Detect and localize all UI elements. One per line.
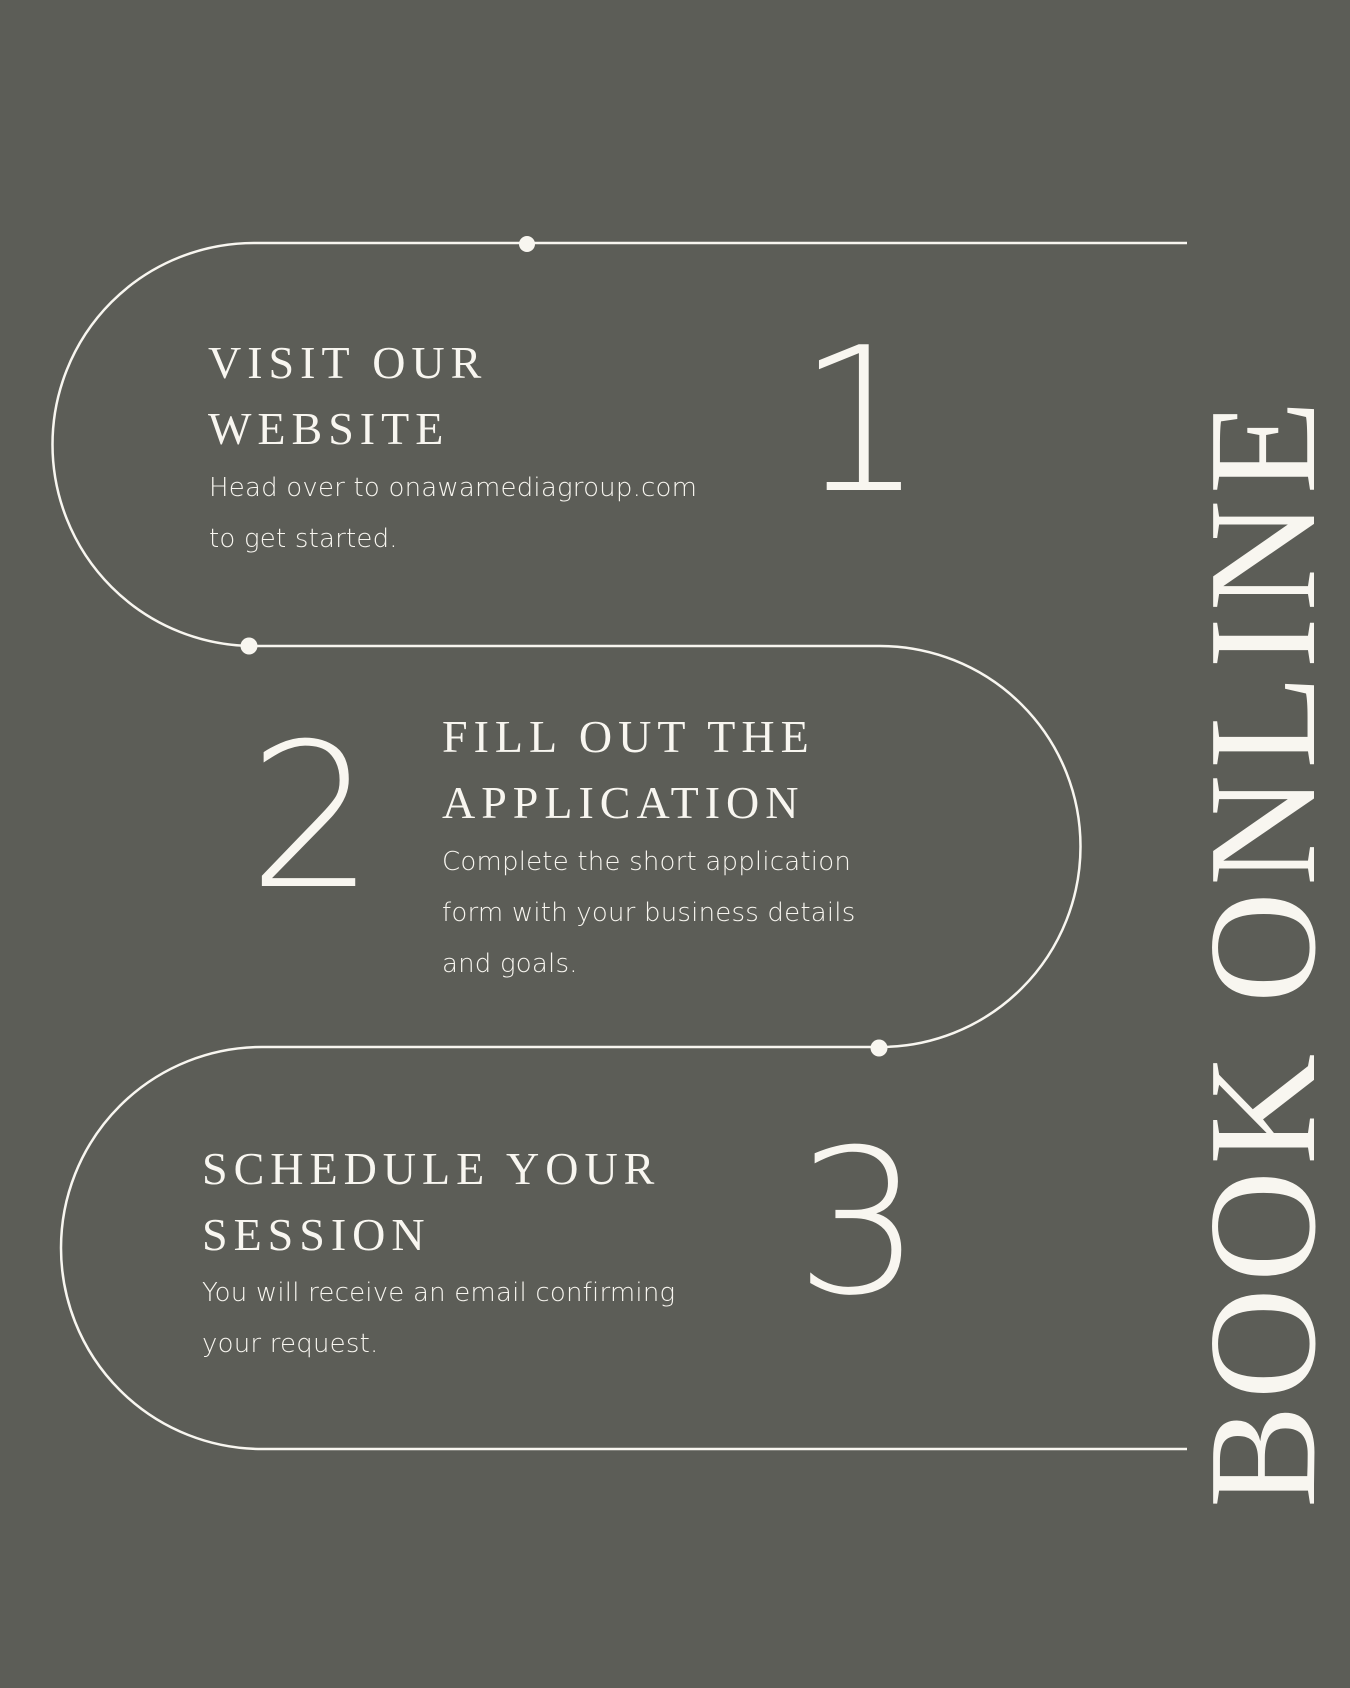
step-3-heading-line-1: SCHEDULE YOUR bbox=[202, 1143, 661, 1194]
step-2-heading-line-1: FILL OUT THE bbox=[442, 711, 815, 762]
step-3-description-line-1: You will receive an email confirming bbox=[202, 1278, 676, 1308]
step-1-heading-line-2: WEBSITE bbox=[208, 403, 450, 454]
step-2-description-line-1: Complete the short application bbox=[442, 847, 851, 877]
step-2-number: 2 bbox=[248, 701, 376, 934]
path-dot-icon bbox=[241, 638, 258, 655]
book-online-title: BOOK ONLINE bbox=[1178, 394, 1348, 1508]
step-2-heading bbox=[442, 704, 815, 836]
step-3-number: 3 bbox=[795, 1107, 923, 1340]
step-1-description-line-1: Head over to onawamediagroup.com bbox=[209, 473, 698, 503]
step-3-description bbox=[202, 1268, 675, 1370]
step-1-description bbox=[209, 463, 697, 565]
path-dot-icon bbox=[871, 1040, 888, 1057]
step-2-description bbox=[442, 837, 855, 990]
step-3-heading-line-2: SESSION bbox=[202, 1209, 431, 1260]
step-1-description-line-2: to get started. bbox=[209, 524, 398, 554]
step-1-heading bbox=[208, 330, 487, 462]
step-1-heading-line-1: VISIT OUR bbox=[208, 337, 488, 388]
step-2-description-line-3: and goals. bbox=[442, 949, 578, 979]
step-1-number: 1 bbox=[797, 305, 925, 538]
path-dot-icon bbox=[519, 236, 535, 252]
step-3-heading bbox=[202, 1136, 660, 1268]
step-3-description-line-2: your request. bbox=[202, 1329, 379, 1359]
step-2-heading-line-2: APPLICATION bbox=[442, 777, 805, 828]
step-2-description-line-2: form with your business details bbox=[442, 898, 856, 928]
